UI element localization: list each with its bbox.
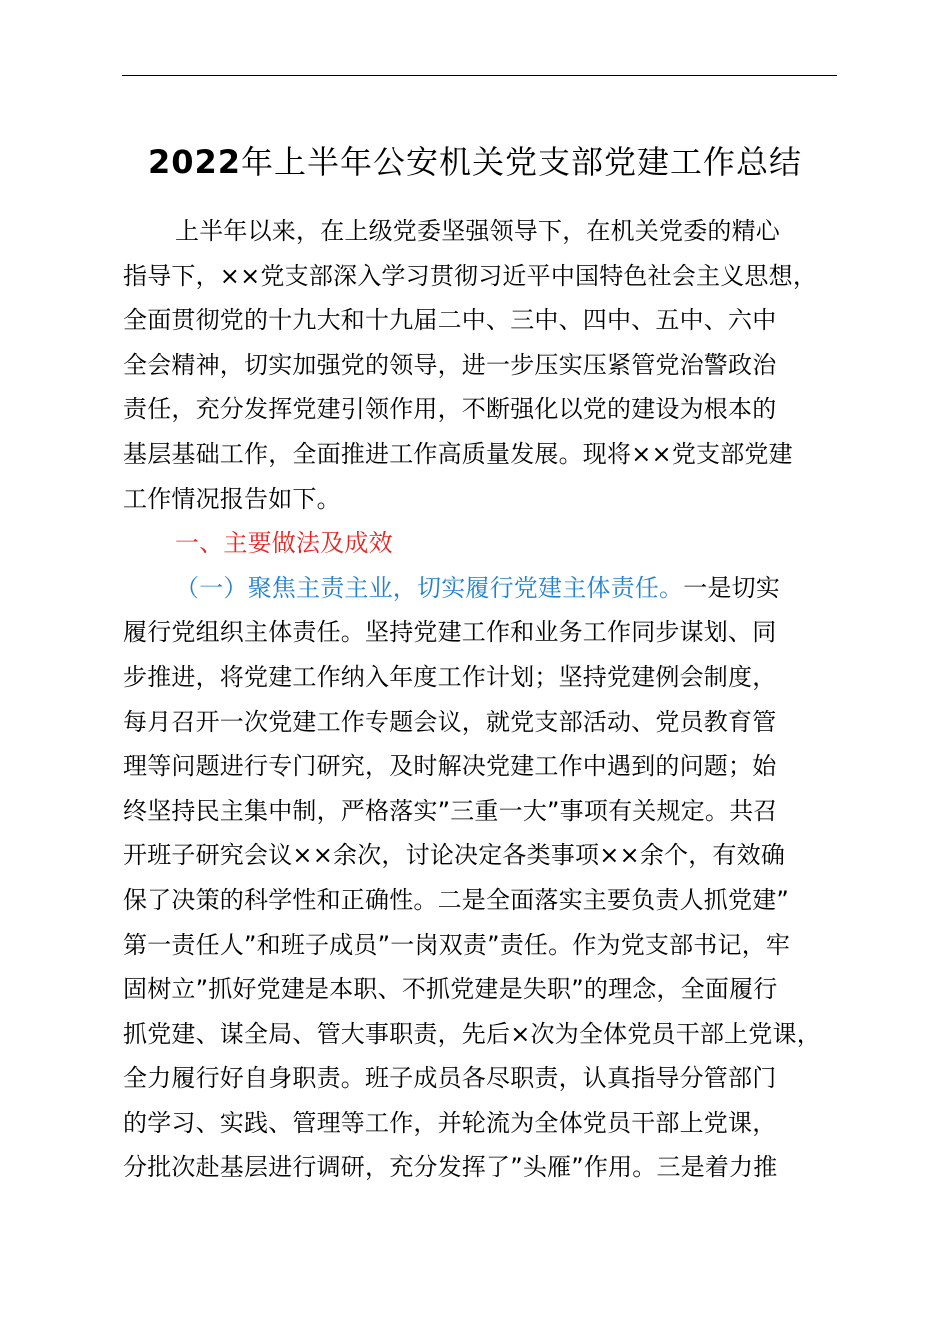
- intro-line: 全会精神，切实加强党的领导，进一步压实压紧管党治警政治: [123, 350, 777, 379]
- intro-line: 工作情况报告如下。: [123, 484, 341, 513]
- subsection-line-rest: 一是切实: [683, 573, 781, 602]
- body-line: 抓党建、谋全局、管大事职责，先后×次为全体党员干部上党课，: [123, 1019, 821, 1048]
- body-line: 固树立”抓好党建是本职、不抓党建是失职”的理念，全面履行: [123, 975, 778, 1004]
- body-line: 步推进，将党建工作纳入年度工作计划；坚持党建例会制度，: [123, 662, 777, 691]
- title-year: 2022: [147, 143, 242, 181]
- title-text: 年上半年公安机关党支部党建工作总结: [241, 143, 803, 181]
- header-rule: [122, 75, 837, 76]
- body-line: 第一责任人”和班子成员”一岗双责”责任。作为党支部书记，牢: [123, 930, 791, 959]
- body-line: 全力履行好自身职责。班子成员各尽职责，认真指导分管部门: [123, 1064, 777, 1093]
- intro-line: 责任，充分发挥党建引领作用，不断强化以党的建设为根本的: [123, 395, 777, 424]
- body-line: 分批次赴基层进行调研，充分发挥了”头雁”作用。三是着力推: [123, 1153, 778, 1182]
- page-title: [0, 140, 950, 184]
- intro-line: 指导下，××党支部深入学习贯彻习近平中国特色社会主义思想，: [123, 261, 818, 290]
- intro-line: 基层基础工作，全面推进工作高质量发展。现将××党支部党建: [123, 439, 793, 468]
- document-body: [123, 209, 863, 1190]
- body-line: 履行党组织主体责任。坚持党建工作和业务工作同步谋划、同: [123, 618, 777, 647]
- body-line: 终坚持民主集中制，严格落实”三重一大”事项有关规定。共召: [123, 796, 778, 825]
- intro-line: 全面贯彻党的十九大和十九届二中、三中、四中、五中、六中: [123, 306, 777, 335]
- body-line: 保了决策的科学性和正确性。二是全面落实主要负责人抓党建”: [123, 885, 790, 914]
- section-heading: 一、主要做法及成效: [175, 529, 393, 558]
- body-line: 理等问题进行专门研究，及时解决党建工作中遇到的问题；始: [123, 752, 777, 781]
- intro-line: 上半年以来，在上级党委坚强领导下，在机关党委的精心: [175, 217, 780, 245]
- subsection-heading: （一）聚焦主责主业，切实履行党建主体责任。: [175, 573, 684, 602]
- body-line: 的学习、实践、管理等工作，并轮流为全体党员干部上党课，: [123, 1108, 777, 1137]
- body-line: 每月召开一次党建工作专题会议，就党支部活动、党员教育管: [123, 707, 777, 736]
- body-line: 开班子研究会议××余次，讨论决定各类事项××余个，有效确: [123, 841, 786, 870]
- subsection-first-line: [123, 566, 863, 611]
